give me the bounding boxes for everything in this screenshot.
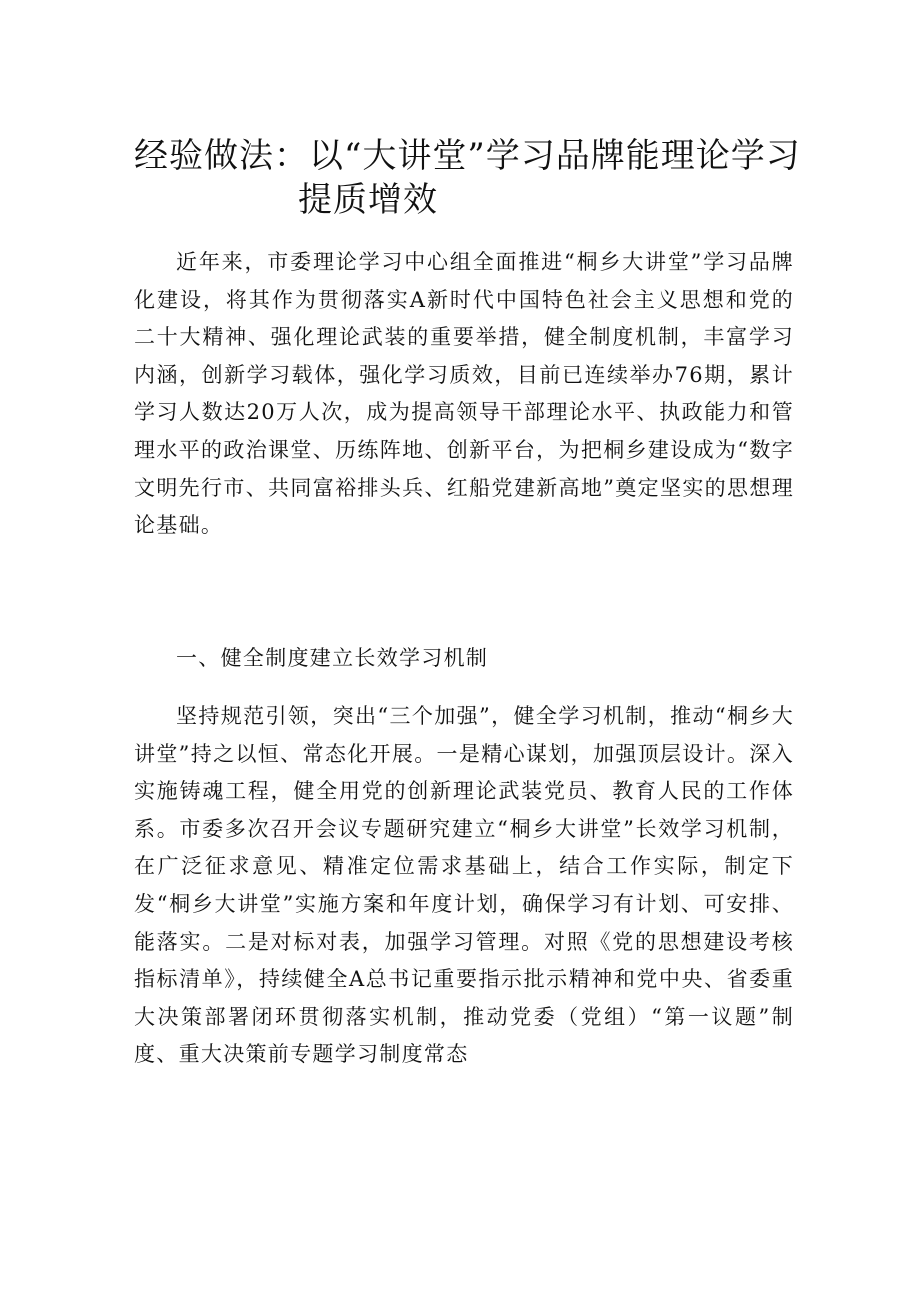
intro-paragraph: 近年来，市委理论学习中心组全面推进“桐乡大讲堂”学习品牌化建设，将其作为贯彻落实A新时代中国特色社会主义思想和党的二十大精神、强化理论武装的重要举措，健全制度机制，丰富学习内涵，创新学习载体，强化学习质效，目前已连续举办76期，累计学习人数达20万人次，成为提高领导干部理论水平、执政能力和管理水平的政治课堂、历练阵地、创新平台，为把桐乡建设成为“数字文明先行市、共同富裕排头兵、红船党建新高地”奠定坚实的思想理论基础。 [134,250,794,538]
title-line-2: 提质增效 [298,180,438,220]
section-heading: 一、健全制度建立长效学习机制 [176,646,489,670]
title-line-1: 经验做法：以“大讲堂”学习品牌能理论学习 [134,136,801,176]
section-paragraph: 坚持规范引领，突出“三个加强”，健全学习机制，推动“桐乡大讲堂”持之以恒、常态化开展。一是精心谋划，加强顶层设计。深入实施铸魂工程，健全用党的创新理论武装党员、教育人民的工作体系。市委多次召开会议专题研究建立“桐乡大讲堂”长效学习机制，在广泛征求意见、精准定位需求基础上，结合工作实际，制定下发“桐乡大讲堂”实施方案和年度计划，确保学习有计划、可安排、能落实。二是对标对表，加强学习管理。对照《党的思想建设考核指标清单》，持续健全A总书记重要指示批示精神和党中央、省委重大决策部署闭环贯彻落实机制，推动党委（党组）“第一议题”制度、重大决策前专题学习制度常态 [134,704,794,1067]
document-title [134,134,801,222]
